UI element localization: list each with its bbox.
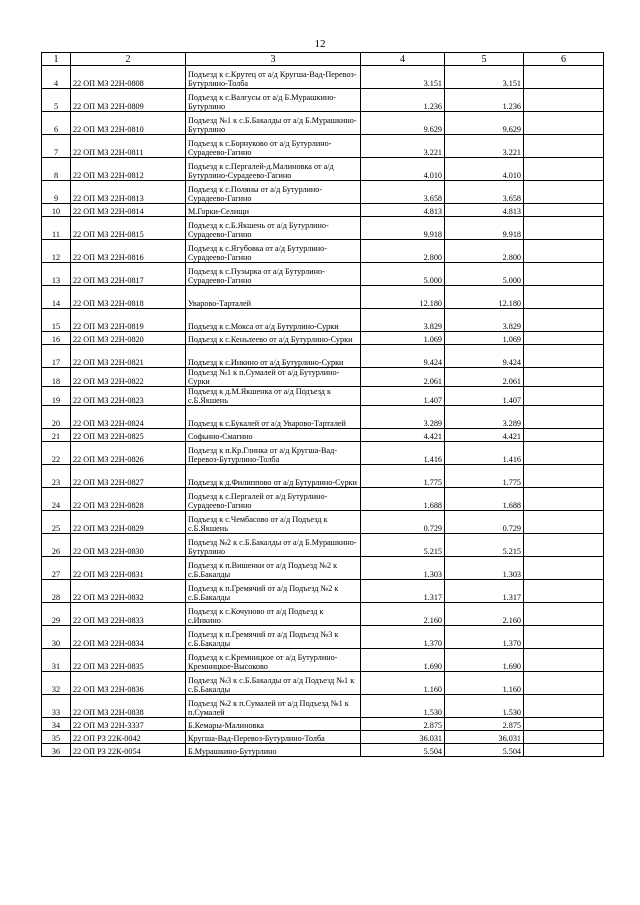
table-row <box>42 387 604 406</box>
road-code: 22 ОП МЗ 22Н-0827 <box>71 465 186 488</box>
note <box>524 603 604 626</box>
length-total: 12.180 <box>361 286 445 309</box>
row-number: 23 <box>42 465 71 488</box>
row-number: 17 <box>42 345 71 368</box>
note <box>524 89 604 112</box>
road-code: 22 ОП МЗ 22Н-0825 <box>71 429 186 442</box>
road-name: М.Горки-Селищи <box>186 204 361 217</box>
length-local: 2.061 <box>445 368 524 387</box>
length-local: 5.000 <box>445 263 524 286</box>
road-name: Подъезд №2 к с.Б.Бакалды от а/д Б.Мурашкино-Бутурлино <box>186 534 361 557</box>
table-row <box>42 534 604 557</box>
length-total: 1.236 <box>361 89 445 112</box>
road-code: 22 ОП МЗ 22Н-0812 <box>71 158 186 181</box>
row-number: 7 <box>42 135 71 158</box>
road-code: 22 ОП МЗ 22Н-0826 <box>71 442 186 465</box>
table-body <box>42 66 604 757</box>
table-row <box>42 406 604 429</box>
length-total: 1.688 <box>361 488 445 511</box>
length-total: 1.416 <box>361 442 445 465</box>
row-number: 6 <box>42 112 71 135</box>
length-total: 3.151 <box>361 66 445 89</box>
length-total: 9.629 <box>361 112 445 135</box>
length-local: 2.875 <box>445 718 524 731</box>
road-code: 22 ОП МЗ 22Н-0835 <box>71 649 186 672</box>
column-header-6: 6 <box>524 53 604 66</box>
column-header-4: 4 <box>361 53 445 66</box>
length-total: 3.658 <box>361 181 445 204</box>
length-total: 9.424 <box>361 345 445 368</box>
note <box>524 368 604 387</box>
road-code: 22 ОП МЗ 22Н-0834 <box>71 626 186 649</box>
length-total: 1.303 <box>361 557 445 580</box>
length-local: 1.303 <box>445 557 524 580</box>
table-row <box>42 718 604 731</box>
note <box>524 217 604 240</box>
road-name: Подъезд к с.Чембасово от а/д Подъезд к с.Б.Якшень <box>186 511 361 534</box>
road-code: 22 ОП РЗ 22К-0054 <box>71 744 186 757</box>
road-code: 22 ОП МЗ 22Н-0809 <box>71 89 186 112</box>
row-number: 21 <box>42 429 71 442</box>
road-name: Подъезд №1 к с.Б.Бакалды от а/д Б.Мурашкино-Бутурлино <box>186 112 361 135</box>
note <box>524 387 604 406</box>
row-number: 19 <box>42 387 71 406</box>
note <box>524 695 604 718</box>
road-name: Подъезд к п.Гремячий от а/д Подъезд №3 к с.Б.Бакалды <box>186 626 361 649</box>
road-name: Подъезд к п.Гремячий от а/д Подъезд №2 к с.Б.Бакалды <box>186 580 361 603</box>
length-total: 3.829 <box>361 309 445 332</box>
note <box>524 286 604 309</box>
table-row <box>42 488 604 511</box>
length-local: 2.160 <box>445 603 524 626</box>
road-name: Подъезд №3 к с.Б.Бакалды от а/д Подъезд №1 к с.Б.Бакалды <box>186 672 361 695</box>
length-local: 3.221 <box>445 135 524 158</box>
row-number: 4 <box>42 66 71 89</box>
note <box>524 345 604 368</box>
table-row <box>42 135 604 158</box>
row-number: 34 <box>42 718 71 731</box>
table-row <box>42 89 604 112</box>
row-number: 5 <box>42 89 71 112</box>
length-total: 1.160 <box>361 672 445 695</box>
note <box>524 744 604 757</box>
table-row <box>42 672 604 695</box>
length-total: 1.407 <box>361 387 445 406</box>
row-number: 26 <box>42 534 71 557</box>
note <box>524 309 604 332</box>
table-row <box>42 204 604 217</box>
table-row <box>42 603 604 626</box>
length-total: 4.421 <box>361 429 445 442</box>
road-code: 22 ОП МЗ 22Н-0821 <box>71 345 186 368</box>
note <box>524 718 604 731</box>
note <box>524 672 604 695</box>
row-number: 28 <box>42 580 71 603</box>
road-code: 22 ОП МЗ 22Н-0832 <box>71 580 186 603</box>
road-code: 22 ОП МЗ 22Н-3337 <box>71 718 186 731</box>
road-code: 22 ОП МЗ 22Н-0824 <box>71 406 186 429</box>
note <box>524 557 604 580</box>
table-row <box>42 240 604 263</box>
road-name: Подъезд №2 к п.Сумалей от а/д Подъезд №1 к п.Сумалей <box>186 695 361 718</box>
row-number: 12 <box>42 240 71 263</box>
row-number: 9 <box>42 181 71 204</box>
length-local: 1.775 <box>445 465 524 488</box>
note <box>524 181 604 204</box>
row-number: 15 <box>42 309 71 332</box>
note <box>524 135 604 158</box>
road-register-table <box>41 52 604 757</box>
road-code: 22 ОП МЗ 22Н-0833 <box>71 603 186 626</box>
length-local: 1.690 <box>445 649 524 672</box>
table-row <box>42 557 604 580</box>
road-name: Подъезд к с.Букалей от а/д Уварово-Тарталей <box>186 406 361 429</box>
column-header-2: 2 <box>71 53 186 66</box>
row-number: 22 <box>42 442 71 465</box>
road-code: 22 ОП МЗ 22Н-0828 <box>71 488 186 511</box>
length-local: 36.031 <box>445 731 524 744</box>
table-row <box>42 158 604 181</box>
table-row <box>42 217 604 240</box>
row-number: 10 <box>42 204 71 217</box>
road-code: 22 ОП МЗ 22Н-0813 <box>71 181 186 204</box>
road-code: 22 ОП МЗ 22Н-0831 <box>71 557 186 580</box>
note <box>524 332 604 345</box>
note <box>524 263 604 286</box>
length-total: 2.160 <box>361 603 445 626</box>
note <box>524 580 604 603</box>
table-row <box>42 626 604 649</box>
row-number: 27 <box>42 557 71 580</box>
road-code: 22 ОП МЗ 22Н-0810 <box>71 112 186 135</box>
row-number: 31 <box>42 649 71 672</box>
table-row <box>42 511 604 534</box>
row-number: 20 <box>42 406 71 429</box>
road-name: Подъезд к д.М.Якшенка от а/д Подъезд к с.Б.Якшень <box>186 387 361 406</box>
road-code: 22 ОП МЗ 22Н-0822 <box>71 368 186 387</box>
road-name: Подъезд к с.Мокса от а/д Бутурлино-Сурки <box>186 309 361 332</box>
road-name: Подъезд к п.Вишенки от а/д Подъезд №2 к с.Б.Бакалды <box>186 557 361 580</box>
road-code: 22 ОП МЗ 22Н-0814 <box>71 204 186 217</box>
table-row <box>42 744 604 757</box>
road-name: Подъезд к с.Кеньлеево от а/д Бутурлино-Сурки <box>186 332 361 345</box>
road-code: 22 ОП МЗ 22Н-0815 <box>71 217 186 240</box>
road-name: Подъезд к с.Крутец от а/д Кругша-Вад-Перевоз-Бутурлино-Толба <box>186 66 361 89</box>
road-code: 22 ОП МЗ 22Н-0811 <box>71 135 186 158</box>
road-name: Кругша-Вад-Перевоз-Бутурлино-Толба <box>186 731 361 744</box>
length-local: 1.236 <box>445 89 524 112</box>
road-code: 22 ОП МЗ 22Н-0808 <box>71 66 186 89</box>
table-row <box>42 731 604 744</box>
table-row <box>42 429 604 442</box>
table-row <box>42 309 604 332</box>
row-number: 32 <box>42 672 71 695</box>
length-total: 1.317 <box>361 580 445 603</box>
note <box>524 112 604 135</box>
note <box>524 204 604 217</box>
road-name: Подъезд к с.Пузырка от а/д Бутурлино-Сурадеево-Гагино <box>186 263 361 286</box>
length-local: 4.010 <box>445 158 524 181</box>
table-row <box>42 286 604 309</box>
length-total: 4.010 <box>361 158 445 181</box>
road-name: Б.Кемары-Малиновка <box>186 718 361 731</box>
road-name: Подъезд к с.Инкино от а/д Бутурлино-Сурки <box>186 345 361 368</box>
column-header-1: 1 <box>42 53 71 66</box>
road-name: Б.Мурашкино-Бутурлино <box>186 744 361 757</box>
row-number: 13 <box>42 263 71 286</box>
table-row <box>42 332 604 345</box>
road-name: Уварово-Тарталей <box>186 286 361 309</box>
road-code: 22 ОП МЗ 22Н-0816 <box>71 240 186 263</box>
road-name: Подъезд к с.Кочуново от а/д Подъезд к с.Инкино <box>186 603 361 626</box>
column-header-3: 3 <box>186 53 361 66</box>
road-name: Подъезд к с.Б.Якшень от а/д Бутурлино-Сурадеево-Гагино <box>186 217 361 240</box>
length-local: 1.688 <box>445 488 524 511</box>
road-code: 22 ОП МЗ 22Н-0823 <box>71 387 186 406</box>
row-number: 24 <box>42 488 71 511</box>
road-code: 22 ОП МЗ 22Н-0817 <box>71 263 186 286</box>
row-number: 30 <box>42 626 71 649</box>
note <box>524 488 604 511</box>
road-code: 22 ОП МЗ 22Н-0838 <box>71 695 186 718</box>
column-header-5: 5 <box>445 53 524 66</box>
table-row <box>42 442 604 465</box>
length-local: 9.918 <box>445 217 524 240</box>
length-local: 3.658 <box>445 181 524 204</box>
length-local: 1.160 <box>445 672 524 695</box>
length-local: 1.416 <box>445 442 524 465</box>
length-local: 3.289 <box>445 406 524 429</box>
row-number: 16 <box>42 332 71 345</box>
road-name: Подъезд к с.Ягубовка от а/д Бутурлино-Сурадеево-Гагино <box>186 240 361 263</box>
note <box>524 465 604 488</box>
row-number: 25 <box>42 511 71 534</box>
road-code: 22 ОП МЗ 22Н-0829 <box>71 511 186 534</box>
road-code: 22 ОП МЗ 22Н-0818 <box>71 286 186 309</box>
table-row <box>42 465 604 488</box>
length-total: 3.289 <box>361 406 445 429</box>
table-row <box>42 181 604 204</box>
length-total: 2.061 <box>361 368 445 387</box>
note <box>524 442 604 465</box>
note <box>524 534 604 557</box>
note <box>524 240 604 263</box>
road-name: Софьино-Смагино <box>186 429 361 442</box>
road-code: 22 ОП МЗ 22Н-0819 <box>71 309 186 332</box>
length-total: 3.221 <box>361 135 445 158</box>
road-name: Подъезд к с.Пергалей от а/д Бутурлино-Сурадеево-Гагино <box>186 488 361 511</box>
note <box>524 511 604 534</box>
table-header-row <box>42 53 604 66</box>
length-total: 2.875 <box>361 718 445 731</box>
row-number: 11 <box>42 217 71 240</box>
row-number: 29 <box>42 603 71 626</box>
length-local: 12.180 <box>445 286 524 309</box>
length-local: 1.370 <box>445 626 524 649</box>
length-local: 1.069 <box>445 332 524 345</box>
length-local: 1.317 <box>445 580 524 603</box>
length-local: 5.504 <box>445 744 524 757</box>
note <box>524 429 604 442</box>
road-code: 22 ОП РЗ 22К-0042 <box>71 731 186 744</box>
row-number: 35 <box>42 731 71 744</box>
length-total: 2.800 <box>361 240 445 263</box>
road-code: 22 ОП МЗ 22Н-0830 <box>71 534 186 557</box>
length-local: 1.407 <box>445 387 524 406</box>
table-row <box>42 66 604 89</box>
table-row <box>42 695 604 718</box>
road-code: 22 ОП МЗ 22Н-0820 <box>71 332 186 345</box>
length-total: 1.775 <box>361 465 445 488</box>
row-number: 14 <box>42 286 71 309</box>
note <box>524 406 604 429</box>
length-total: 9.918 <box>361 217 445 240</box>
row-number: 8 <box>42 158 71 181</box>
road-name: Подъезд к п.Кр.Глинка от а/д Кругша-Вад-Перевоз-Бутурлино-Толба <box>186 442 361 465</box>
table-row <box>42 368 604 387</box>
length-total: 5.000 <box>361 263 445 286</box>
road-name: Подъезд к с.Кремницкое от а/д Бутурлино-Кремницкое-Высоково <box>186 649 361 672</box>
length-local: 3.829 <box>445 309 524 332</box>
road-name: Подъезд к с.Борнуково от а/д Бутурлино-Сурадеево-Гагино <box>186 135 361 158</box>
note <box>524 731 604 744</box>
road-name: Подъезд к с.Поляны от а/д Бутурлино-Сурадеево-Гагино <box>186 181 361 204</box>
length-local: 3.151 <box>445 66 524 89</box>
road-name: Подъезд №1 к п.Сумалей от а/д Бутурлино-Сурки <box>186 368 361 387</box>
length-total: 5.215 <box>361 534 445 557</box>
length-total: 1.530 <box>361 695 445 718</box>
road-name: Подъезд к с.Валгусы от а/д Б.Мурашкино-Бутурлино <box>186 89 361 112</box>
row-number: 18 <box>42 368 71 387</box>
length-local: 1.530 <box>445 695 524 718</box>
length-local: 4.813 <box>445 204 524 217</box>
note <box>524 626 604 649</box>
row-number: 33 <box>42 695 71 718</box>
length-local: 2.800 <box>445 240 524 263</box>
length-total: 1.069 <box>361 332 445 345</box>
length-total: 5.504 <box>361 744 445 757</box>
table-row <box>42 649 604 672</box>
row-number: 36 <box>42 744 71 757</box>
table-row <box>42 263 604 286</box>
length-total: 4.813 <box>361 204 445 217</box>
length-total: 1.370 <box>361 626 445 649</box>
length-local: 0.729 <box>445 511 524 534</box>
length-total: 0.729 <box>361 511 445 534</box>
length-local: 9.629 <box>445 112 524 135</box>
note <box>524 158 604 181</box>
length-local: 5.215 <box>445 534 524 557</box>
note <box>524 66 604 89</box>
table-row <box>42 345 604 368</box>
road-name: Подъезд к д.Филиппово от а/д Бутурлино-Сурки <box>186 465 361 488</box>
length-local: 4.421 <box>445 429 524 442</box>
note <box>524 649 604 672</box>
table-row <box>42 580 604 603</box>
length-total: 1.690 <box>361 649 445 672</box>
length-local: 9.424 <box>445 345 524 368</box>
page-number: 12 <box>314 38 326 50</box>
table-row <box>42 112 604 135</box>
length-total: 36.031 <box>361 731 445 744</box>
road-name: Подъезд к с.Пергалей-д.Малиновка от а/д Бутурлино-Сурадеево-Гагино <box>186 158 361 181</box>
road-code: 22 ОП МЗ 22Н-0836 <box>71 672 186 695</box>
